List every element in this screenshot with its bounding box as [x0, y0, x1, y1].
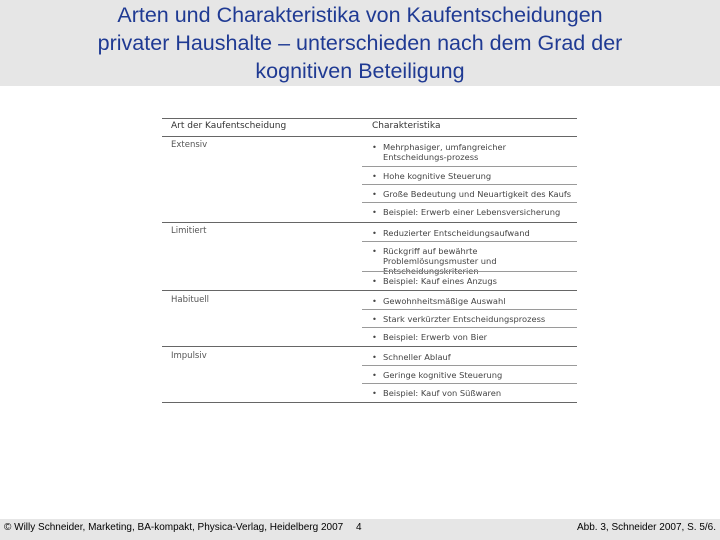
bullet-icon: • [372, 171, 377, 181]
column-header-characteristics: Charakteristika [372, 121, 441, 131]
list-item: • Große Bedeutung und Neuartigkeit des Kaufs [372, 189, 572, 199]
table-bottom-rule [162, 402, 577, 403]
list-item: • Stark verkürzter Entscheidungsprozess [372, 314, 546, 324]
bullet-icon: • [372, 276, 377, 286]
decision-type-limitiert: Limitiert [171, 226, 207, 236]
list-item: • Hohe kognitive Steuerung [372, 171, 492, 181]
slide-title-line: privater Haushalte – unterschieden nach dem Grad der [97, 31, 623, 55]
list-item: • Schneller Ablauf [372, 352, 451, 362]
list-item: • Geringe kognitive Steuerung [372, 370, 503, 380]
slide-title [0, 1, 720, 85]
figure-reference: Abb. 3, Schneider 2007, S. 5/6. [577, 522, 716, 533]
item-divider [362, 309, 577, 310]
list-item: • Beispiel: Kauf von Süßwaren [372, 388, 502, 398]
row-rule [162, 222, 577, 223]
bullet-icon: • [372, 207, 377, 217]
bullet-icon: • [372, 388, 377, 398]
bullet-icon: • [372, 142, 377, 152]
header-rule [162, 136, 577, 137]
decision-type-impulsiv: Impulsiv [171, 351, 207, 361]
list-item: • Gewohnheitsmäßige Auswahl [372, 296, 506, 306]
table-top-rule [162, 118, 577, 119]
list-item: • Beispiel: Kauf eines Anzugs [372, 276, 497, 286]
item-divider [362, 365, 577, 366]
item-divider [362, 241, 577, 242]
slide-title-line: kognitiven Beteiligung [255, 59, 465, 83]
decision-type-habituell: Habituell [171, 295, 210, 305]
row-rule [162, 290, 577, 291]
bullet-icon: • [372, 352, 377, 362]
footer-citation: © Willy Schneider, Marketing, BA-kompakt, Physica-Verlag, Heidelberg 2007 [4, 522, 344, 533]
bullet-icon: • [372, 370, 377, 380]
list-item: • Beispiel: Erwerb einer Lebensversicherung [372, 207, 561, 217]
row-rule [162, 346, 577, 347]
slide-title-line: Arten und Charakteristika von Kaufentscheidungen [117, 3, 603, 27]
bullet-icon: • [372, 332, 377, 342]
page-number: 4 [356, 522, 362, 533]
item-divider [362, 271, 577, 272]
column-header-type: Art der Kaufentscheidung [171, 121, 287, 131]
footer-bar [0, 519, 720, 540]
item-divider [362, 202, 577, 203]
bullet-icon: • [372, 228, 377, 238]
bullet-icon: • [372, 246, 377, 256]
item-divider [362, 184, 577, 185]
bullet-icon: • [372, 314, 377, 324]
title-band [0, 0, 720, 86]
list-item: • Reduzierter Entscheidungsaufwand [372, 228, 530, 238]
item-divider [362, 166, 577, 167]
list-item: • Mehrphasiger, umfangreicher Entscheidungs-prozess [372, 142, 507, 162]
bullet-icon: • [372, 296, 377, 306]
item-divider [362, 327, 577, 328]
item-divider [362, 383, 577, 384]
list-item: • Beispiel: Erwerb von Bier [372, 332, 488, 342]
list-item: • Rückgriff auf bewährte Problemlösungsmuster und Entscheidungskriterien [372, 246, 497, 276]
decision-type-extensiv: Extensiv [171, 140, 208, 150]
purchase-decision-table [162, 114, 577, 404]
bullet-icon: • [372, 189, 377, 199]
